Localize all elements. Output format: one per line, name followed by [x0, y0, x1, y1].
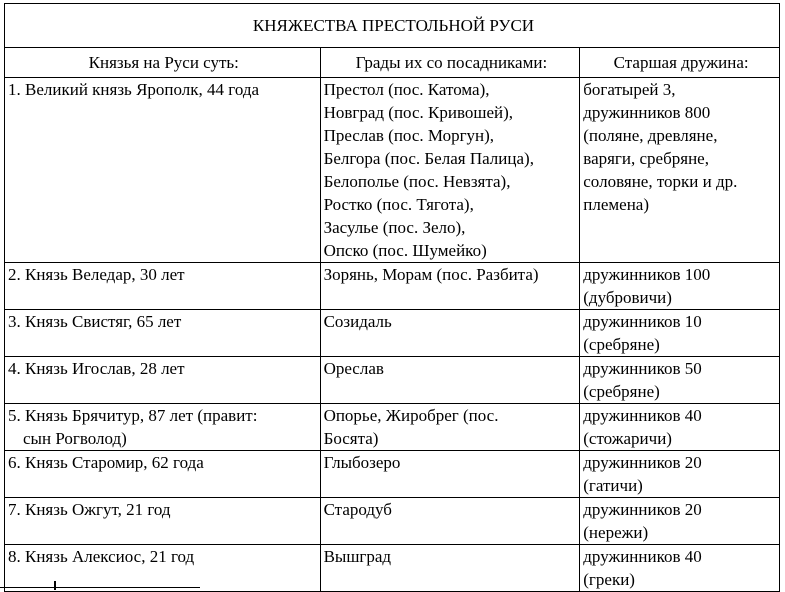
druzhina-line: богатырей 3, — [583, 80, 676, 99]
druzhina-line: дружинников 100 — [583, 265, 711, 284]
city-entry: Ореслав — [323, 359, 384, 378]
prince-cell — [5, 451, 321, 498]
city-entry: Ростко (пос. Тягота), — [323, 195, 474, 214]
druzhina-line: дружинников 40 — [583, 547, 702, 566]
druzhina-line: дружинников 20 — [583, 453, 702, 472]
cities-cell — [320, 263, 580, 310]
druzhina-line: (дубровичи) — [583, 288, 672, 307]
prince-name: 2. Князь Веледар, 30 лет — [8, 265, 185, 284]
cities-cell — [320, 404, 580, 451]
title-row — [5, 4, 780, 48]
page-footer-tick — [54, 581, 56, 590]
prince-name: 6. Князь Старомир, 62 года — [8, 453, 204, 472]
table-row — [5, 310, 780, 357]
prince-cell — [5, 357, 321, 404]
prince-name: 7. Князь Ожгут, 21 год — [8, 500, 171, 519]
prince-cell — [5, 310, 321, 357]
city-entry: Стародуб — [323, 500, 392, 519]
druzhina-line: соловяне, торки и др. — [583, 172, 738, 191]
prince-cell — [5, 78, 321, 263]
prince-name: 8. Князь Алексиос, 21 год — [8, 547, 195, 566]
cities-cell — [320, 310, 580, 357]
city-entry: Босята) — [323, 429, 379, 448]
druzhina-line: дружинников 800 — [583, 103, 711, 122]
druzhina-line: (нережи) — [583, 523, 649, 542]
druzhina-cell — [580, 451, 780, 498]
druzhina-cell — [580, 404, 780, 451]
druzhina-line: дружинников 10 — [583, 312, 702, 331]
city-entry: Преслав (пос. Моргун), — [323, 126, 495, 145]
prince-name: 5. Князь Брячитур, 87 лет (правит: — [8, 406, 258, 425]
page-footer-rule — [0, 587, 200, 588]
city-entry: Засулье (пос. Зело), — [323, 218, 466, 237]
table-row — [5, 404, 780, 451]
city-entry: Глыбозеро — [323, 453, 401, 472]
prince-cell — [5, 263, 321, 310]
table-row — [5, 498, 780, 545]
druzhina-cell — [580, 310, 780, 357]
druzhina-line: (сребряне) — [583, 382, 660, 401]
druzhina-cell — [580, 498, 780, 545]
city-entry: Вышград — [323, 547, 392, 566]
druzhina-cell — [580, 263, 780, 310]
druzhina-line: дружинников 50 — [583, 359, 702, 378]
druzhina-line: (греки) — [583, 570, 635, 589]
table-row — [5, 263, 780, 310]
table-row — [5, 451, 780, 498]
header-row — [5, 48, 780, 78]
druzhina-line: племена) — [583, 195, 649, 214]
header-cities: Грады их со посадниками: — [320, 48, 580, 78]
druzhina-cell — [580, 357, 780, 404]
city-entry: Престол (пос. Катома), — [323, 80, 490, 99]
city-entry: Зорянь, Морам (пос. Разбита) — [323, 265, 539, 284]
druzhina-line: (гатичи) — [583, 476, 643, 495]
city-entry: Белополье (пос. Невзята), — [323, 172, 511, 191]
city-entry: Новград (пос. Кривошей), — [323, 103, 514, 122]
druzhina-cell — [580, 545, 780, 592]
city-entry: Опско (пос. Шумейко) — [323, 241, 487, 260]
druzhina-line: (стожаричи) — [583, 429, 672, 448]
prince-name: 4. Князь Игослав, 28 лет — [8, 359, 185, 378]
city-entry: Опорье, Жиробрег (пос. — [323, 406, 499, 425]
cities-cell — [320, 545, 580, 592]
city-entry: Белгора (пос. Белая Палица), — [323, 149, 534, 168]
header-princes: Князья на Руси суть: — [5, 48, 321, 78]
header-druzhina: Старшая дружина: — [580, 48, 780, 78]
prince-cell — [5, 404, 321, 451]
city-entry: Созидаль — [323, 312, 392, 331]
table-title: КНЯЖЕСТВА ПРЕСТОЛЬНОЙ РУСИ — [5, 4, 780, 48]
cities-cell — [320, 78, 580, 263]
druzhina-line: варяги, сребряне, — [583, 149, 709, 168]
cities-cell — [320, 357, 580, 404]
druzhina-line: дружинников 20 — [583, 500, 702, 519]
prince-name-cont: сын Рогволод) — [23, 429, 127, 448]
druzhina-cell — [580, 78, 780, 263]
prince-name: 1. Великий князь Ярополк, 44 года — [8, 80, 260, 99]
prince-cell — [5, 545, 321, 592]
table-row — [5, 357, 780, 404]
druzhina-line: дружинников 40 — [583, 406, 702, 425]
cities-cell — [320, 498, 580, 545]
druzhina-line: (поляне, древляне, — [583, 126, 718, 145]
table-row — [5, 545, 780, 592]
principalities-table — [4, 3, 780, 592]
cities-cell — [320, 451, 580, 498]
prince-cell — [5, 498, 321, 545]
druzhina-line: (сребряне) — [583, 335, 660, 354]
table-row — [5, 78, 780, 263]
prince-name: 3. Князь Свистяг, 65 лет — [8, 312, 182, 331]
